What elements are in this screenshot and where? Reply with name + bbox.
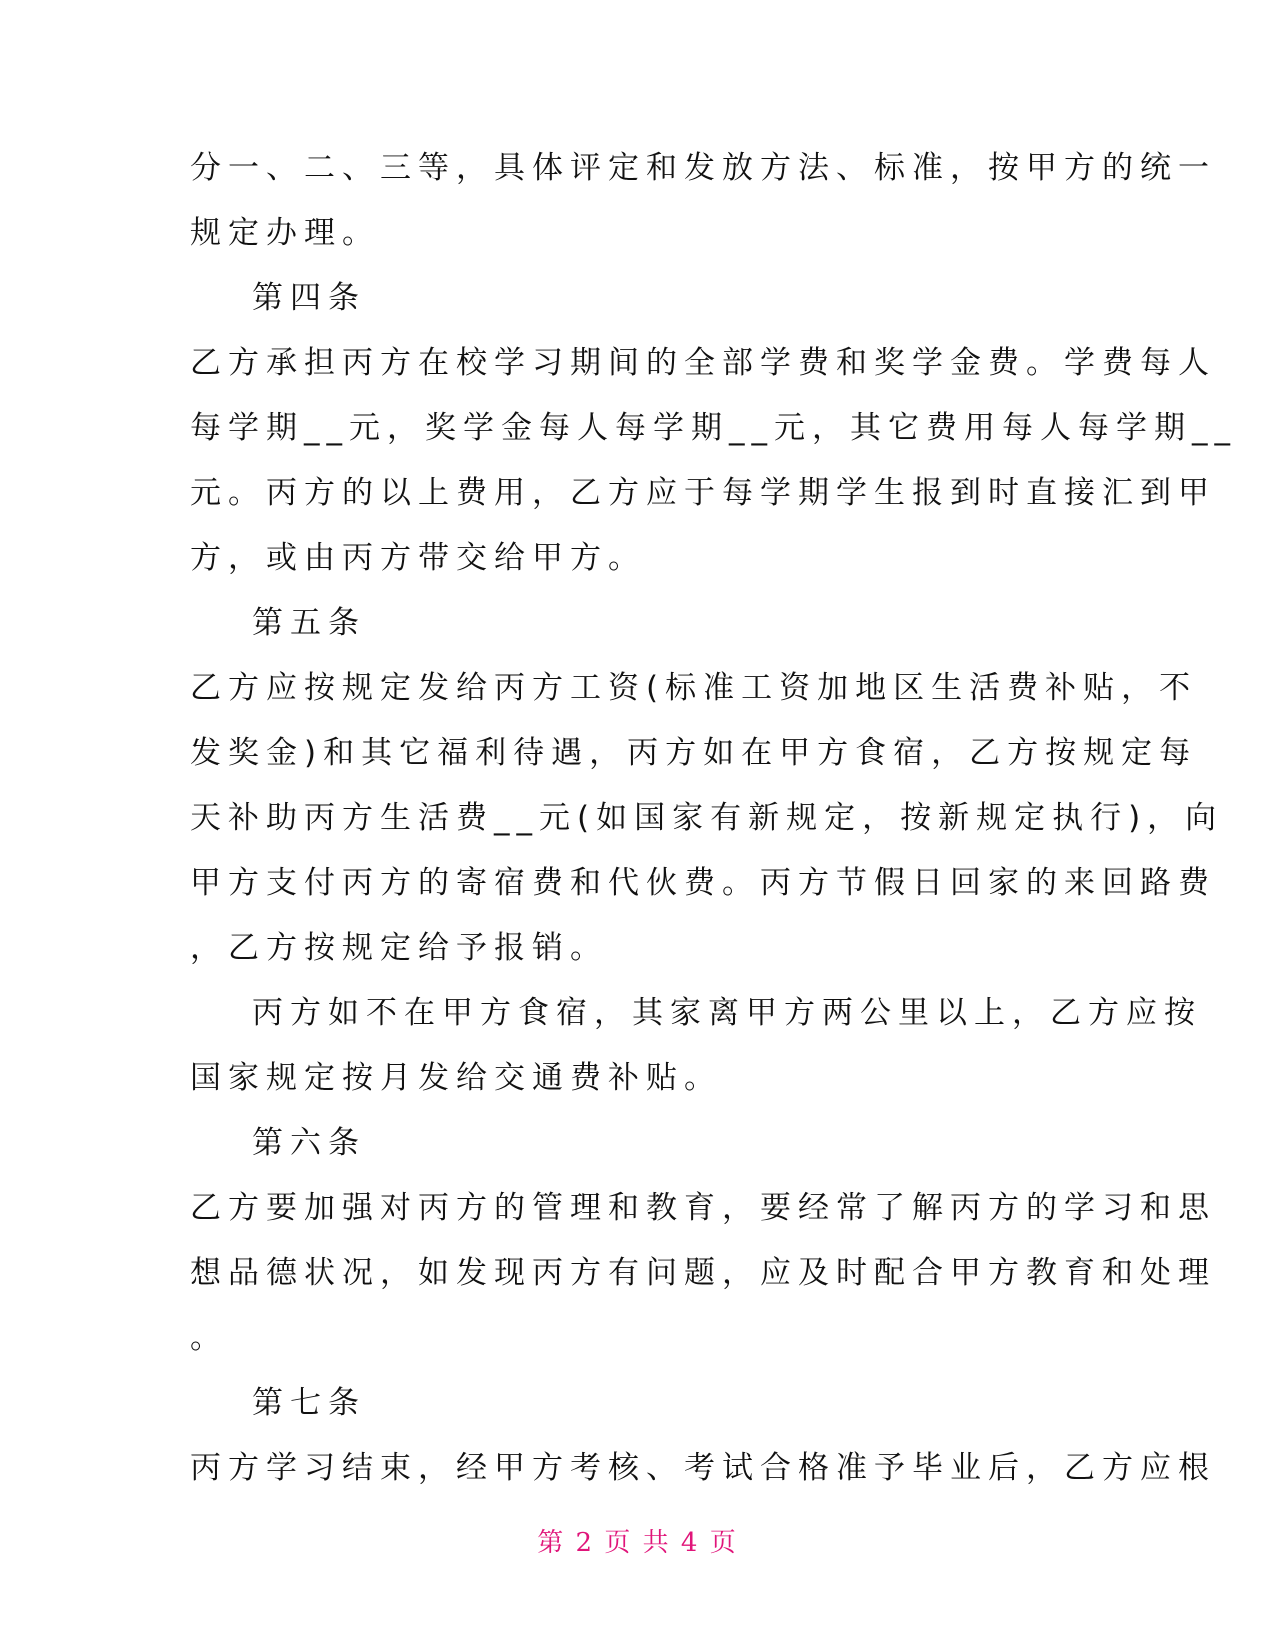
text-line: 元。丙方的以上费用，乙方应于每学期学生报到时直接汇到甲 <box>190 475 1216 511</box>
text-line: 丙方学习结束，经甲方考核、考试合格准予毕业后，乙方应根 <box>190 1450 1216 1486</box>
footer-prefix: 第 <box>537 1528 566 1558</box>
text-line: 乙方承担丙方在校学习期间的全部学费和奖学金费。学费每人 <box>190 345 1216 381</box>
footer-page-label: 页 <box>604 1528 633 1558</box>
text-line: 甲方支付丙方的寄宿费和代伙费。丙方节假日回家的来回路费 <box>190 865 1216 901</box>
article-heading: 第七条 <box>252 1385 366 1421</box>
text-line: 天补助丙方生活费__元(如国家有新规定，按新规定执行)，向 <box>190 800 1224 836</box>
text-line: 方，或由丙方带交给甲方。 <box>190 540 646 576</box>
text-line: 分一、二、三等，具体评定和发放方法、标准，按甲方的统一 <box>190 150 1216 186</box>
footer-current-page: 2 <box>575 1528 595 1558</box>
footer-total-pages: 4 <box>680 1528 700 1558</box>
page-footer <box>0 1522 1275 1559</box>
article-heading: 第六条 <box>252 1125 366 1161</box>
paragraph-start-line: 丙方如不在甲方食宿，其家离甲方两公里以上，乙方应按 <box>252 995 1202 1031</box>
footer-total-label: 共 <box>642 1528 671 1558</box>
text-line: 每学期__元，奖学金每人每学期__元，其它费用每人每学期__ <box>190 410 1237 446</box>
text-line: 想品德状况，如发现丙方有问题，应及时配合甲方教育和处理 <box>190 1255 1216 1291</box>
text-line: ，乙方按规定给予报销。 <box>190 930 608 966</box>
article-heading: 第五条 <box>252 605 366 641</box>
article-heading: 第四条 <box>252 280 366 316</box>
text-line: 乙方要加强对丙方的管理和教育，要经常了解丙方的学习和思 <box>190 1190 1216 1226</box>
text-line: 国家规定按月发给交通费补贴。 <box>190 1060 722 1096</box>
text-line: 。 <box>190 1320 228 1356</box>
text-line: 发奖金)和其它福利待遇，丙方如在甲方食宿，乙方按规定每 <box>190 735 1198 771</box>
footer-suffix: 页 <box>709 1528 738 1558</box>
text-line: 乙方应按规定发给丙方工资(标准工资加地区生活费补贴，不 <box>190 670 1198 706</box>
text-line: 规定办理。 <box>190 215 380 251</box>
document-body <box>190 136 1237 1501</box>
